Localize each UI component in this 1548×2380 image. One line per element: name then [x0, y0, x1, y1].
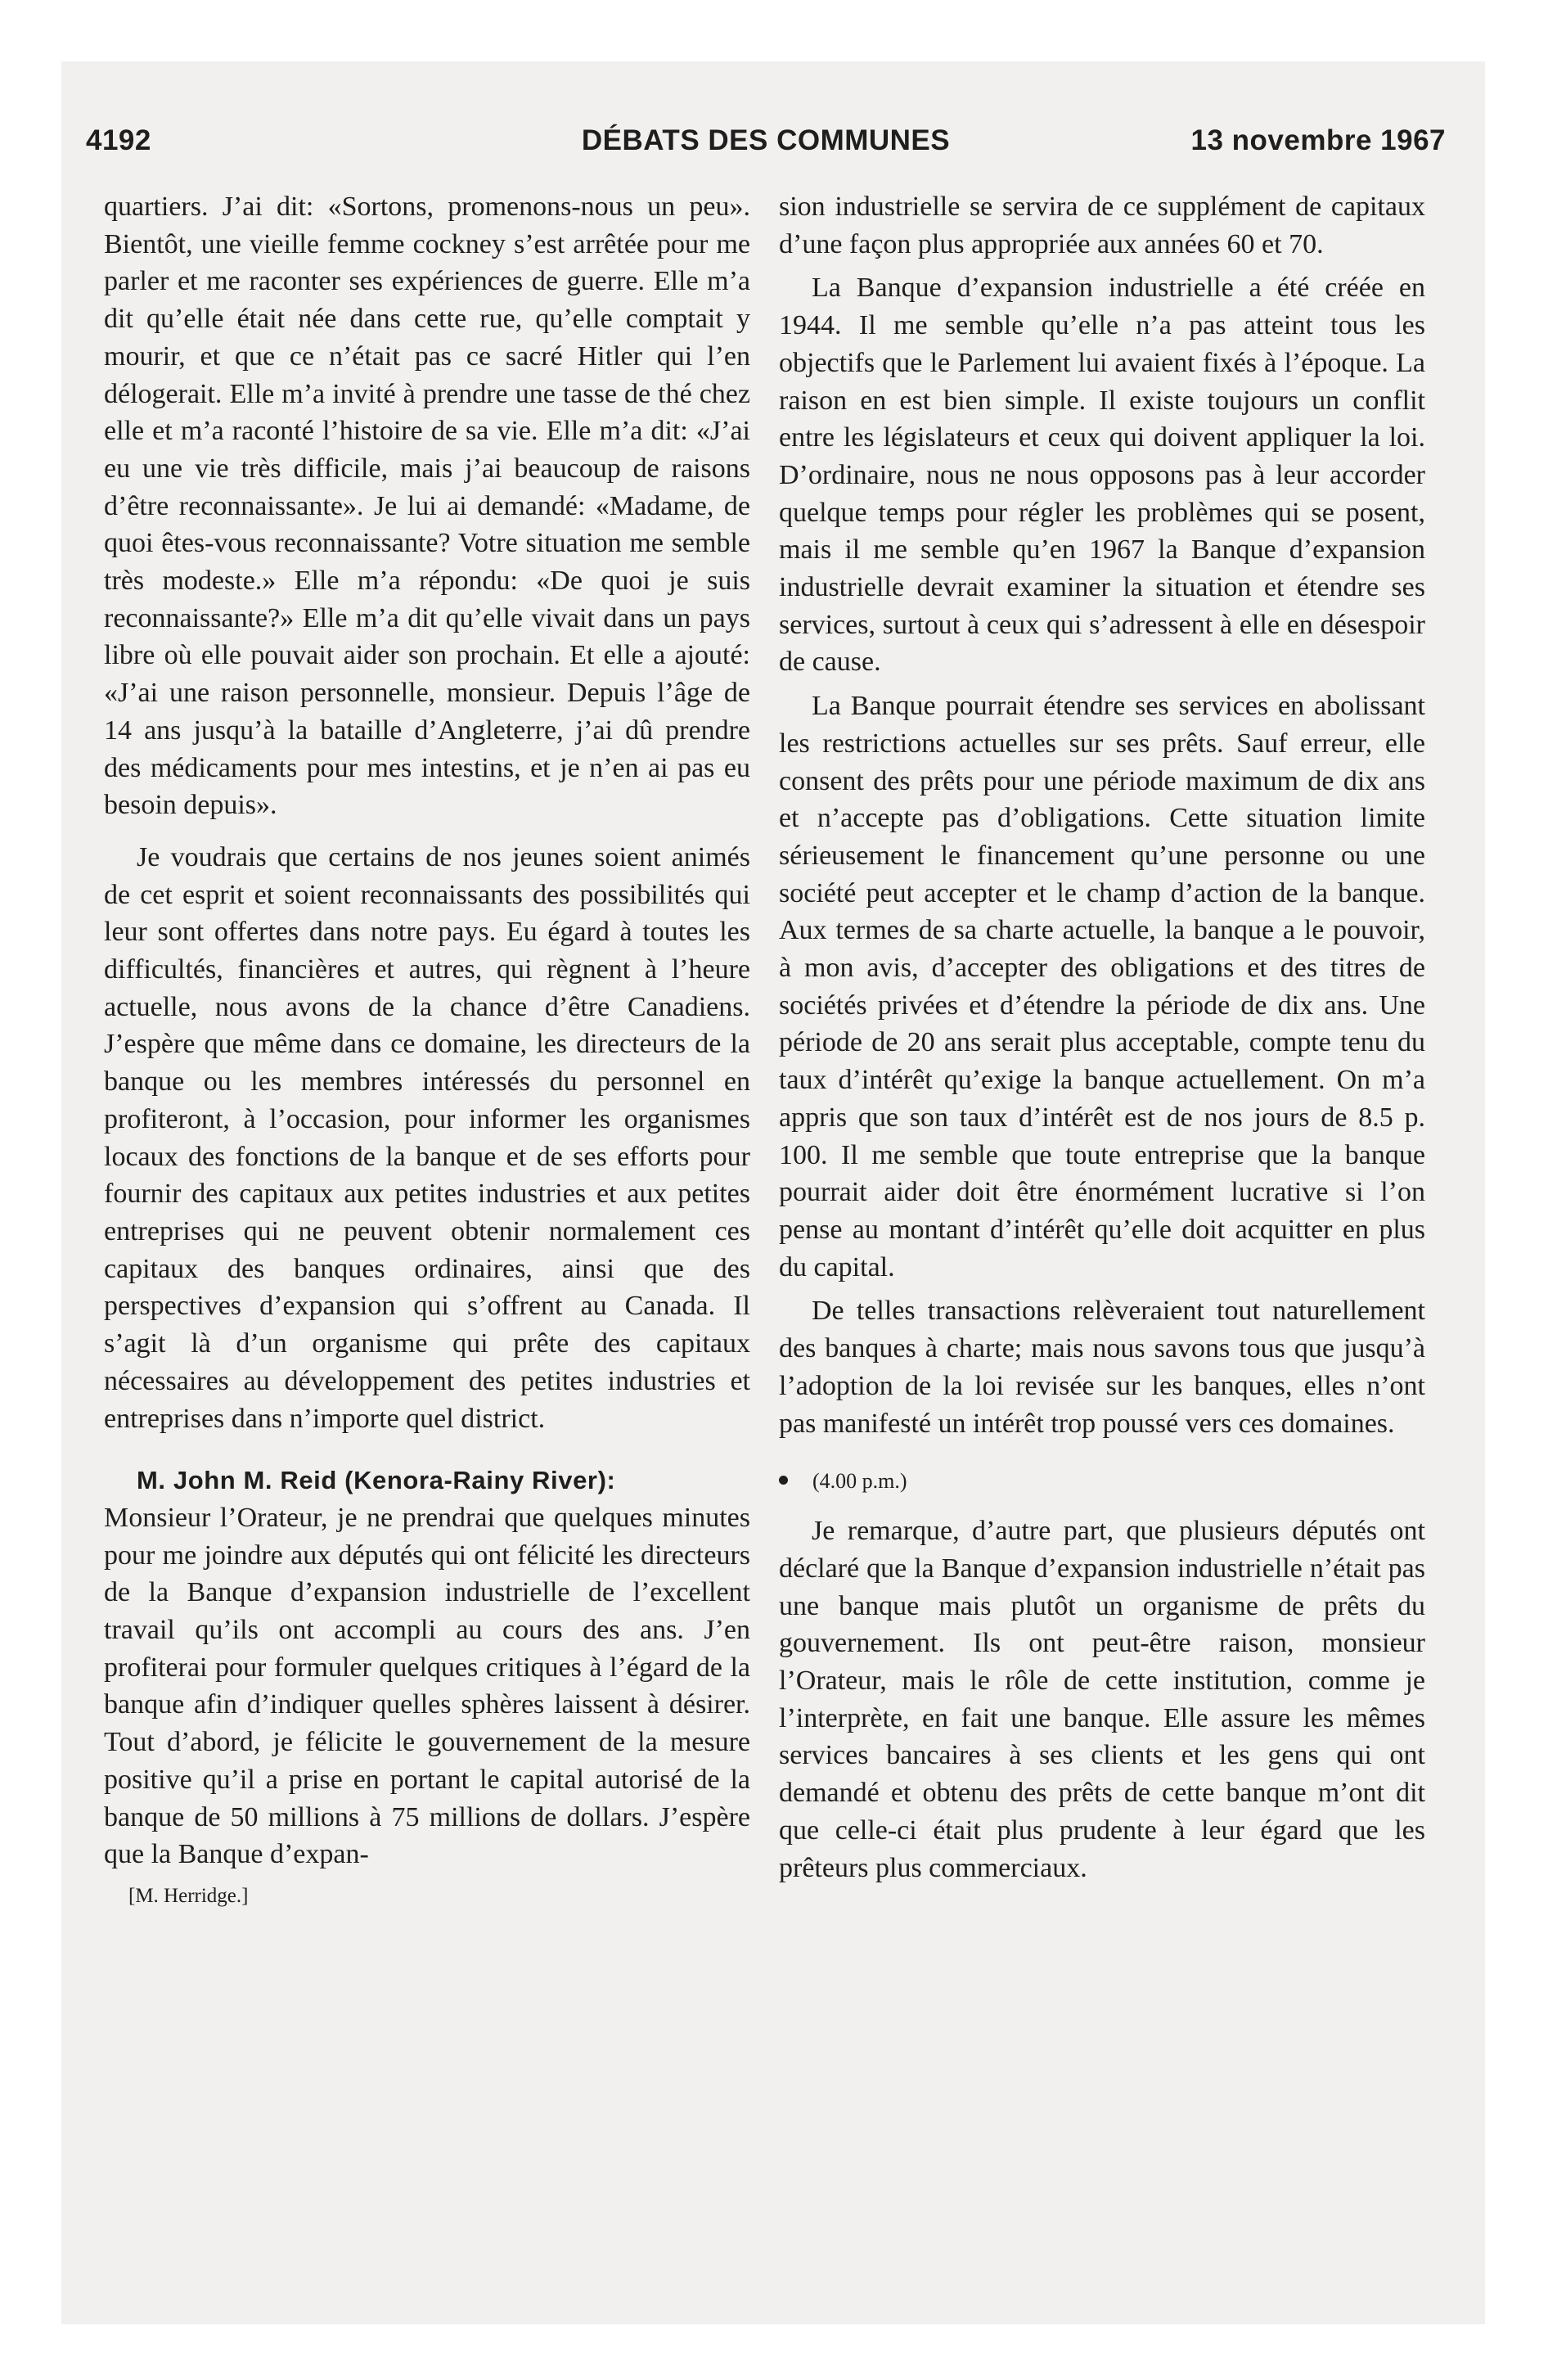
bullet-icon	[779, 1476, 788, 1485]
paragraph: La Banque d’expansion industrielle a été créée en 1944. Il me semble qu’elle n’a pas atteint tous les objectifs que le Parlement lui avaient fixés à l’époque. La raison en est bien simple. Il existe toujours un conflit entre les législateurs et ceux qui doivent appliquer la loi. D’ordinaire, nous ne nous opposons pas à leur accorder quelque temps pour régler les problèmes qui se posent, mais il me semble qu’en 1967 la Banque d’expansion industrielle devrait examiner la situation et étendre ses services, surtout à ceux qui s’adressent à elle en désespoir de cause.	[779, 273, 1425, 678]
paragraph: Je voudrais que certains de nos jeunes soient animés de cet esprit et soient reconnaissants des possibilités qui leur sont offertes dans notre pays. Eu égard à toutes les difficultés, financières et autres, qui règnent à l’heure actuelle, nous avons de la chance d’être Canadiens. J’espère que même dans ce domaine, les directeurs de la banque ou les membres intéressés du personnel en profiteront, à l’occasion, pour informer les organismes locaux des fonctions de la banque et de ses efforts pour fournir des capitaux aux petites industries et aux petites entreprises qui ne peuvent obtenir normalement ces capitaux des banques ordinaires, ainsi que des perspectives d’expansion qui s’offrent au Canada. Il s’agit là d’un organisme qui prête des capitaux nécessaires au développement des petites industries et entreprises dans n’importe quel district.	[104, 841, 750, 1434]
left-column	[104, 188, 750, 1911]
paragraph: sion industrielle se servira de ce supplément de capitaux d’une façon plus appropriée aux années 60 et 70.	[779, 192, 1425, 259]
paragraph: De telles transactions relèveraient tout naturellement des banques à charte; mais nous savons tous que jusqu’à l’adoption de la loi revisée sur les banques, elles n’ont pas manifesté un intérêt trop poussé vers ces domaines.	[779, 1296, 1425, 1439]
paragraph: Je remarque, d’autre part, que plusieurs députés ont déclaré que la Banque d’expansion industrielle n’était pas une banque mais plutôt un organisme de prêts du gouvernement. Ils ont peut-être raison, monsieur l’Orateur, mais le rôle de cette institution, comme je l’interprète, en fait une banque. Elle assure les mêmes services bancaires à ses clients et les gens qui ont demandé et obtenu des prêts de cette banque m’ont dit que celle-ci était plus prudente à leur égard que les prêteurs plus commerciaux.	[779, 1516, 1425, 1883]
paragraph: quartiers. J’ai dit: «Sortons, promenons-nous un peu». Bientôt, une vieille femme cockney s’est arrêtée pour me parler et me raconter ses expériences de guerre. Elle m’a dit qu’elle était née dans cette rue, qu’elle comptait y mourir, et que ce n’était pas ce sacré Hitler qui l’en délogerait. Elle m’a invité à prendre une tasse de thé chez elle et m’a raconté l’histoire de sa vie. Elle m’a dit: «J’ai eu une vie très difficile, mais j’ai beaucoup de raisons d’être reconnaissante». Je lui ai demandé: «Madame, de quoi êtes-vous reconnaissante? Votre situation me semble très modeste.» Elle m’a répondu: «De quoi je suis reconnaissante?» Elle m’a dit qu’elle vivait dans un pays libre où elle pouvait aider son prochain. Et elle a ajouté: «J’ai une raison personnelle, monsieur. Depuis l’âge de 14 ans jusqu’à la bataille d’Angleterre, j’ai dû prendre des médicaments pour mes intestins, et je n’en ai pas eu besoin depuis».	[104, 192, 750, 821]
issue-date: 13 novembre 1967	[1190, 124, 1446, 156]
footnote: [M. Herridge.]	[128, 1884, 249, 1907]
right-column	[779, 188, 1425, 1886]
journal-title: DÉBATS DES COMMUNES	[581, 124, 951, 156]
paragraph: La Banque pourrait étendre ses services en abolissant les restrictions actuelles sur ses prêts. Sauf erreur, elle consent des prêts pour une période maximum de dix ans et n’accepte pas d’obligations. Cette situation limite sérieusement le financement qu’une personne ou une société peut accepter et le champ d’action de la banque. Aux termes de sa charte actuelle, la banque a le pouvoir, à mon avis, d’accepter des obligations et des titres de sociétés privées et d’étendre la période de dix ans. Une période de 20 ans serait plus acceptable, compte tenu du taux d’intérêt qu’exige la banque actuellement. On m’a appris que son taux d’intérêt est de nos jours de 8.5 p. 100. Il me semble que toute entreprise que la banque pourrait aider doit être énormément lucrative si l’on pense au montant d’intérêt qu’elle doit acquitter en plus du capital.	[779, 691, 1425, 1282]
speaker-intro	[104, 1462, 750, 1499]
speaker-name: M. John M. Reid (Kenora-Rainy River):	[137, 1466, 616, 1495]
paragraph: Monsieur l’Orateur, je ne prendrai que quelques minutes pour me joindre aux députés qui ont félicité les directeurs de la Banque d’expansion industrielle de l’excellent travail qu’ils ont accompli au cours des ans. J’en profiterai pour formuler quelques critiques à l’égard de la banque afin d’indiquer quelles sphères laissent à désirer. Tout d’abord, je félicite le gouvernement de la mesure positive qu’il a prise en portant le capital autorisé de la banque de 50 millions à 75 millions de dollars. J’espère que la Banque d’expan-	[104, 1502, 750, 1870]
page-header	[86, 124, 1446, 165]
time-marker	[779, 1467, 1425, 1496]
page-number: 4192	[86, 124, 151, 156]
time-label: (4.00 p.m.)	[812, 1469, 907, 1494]
